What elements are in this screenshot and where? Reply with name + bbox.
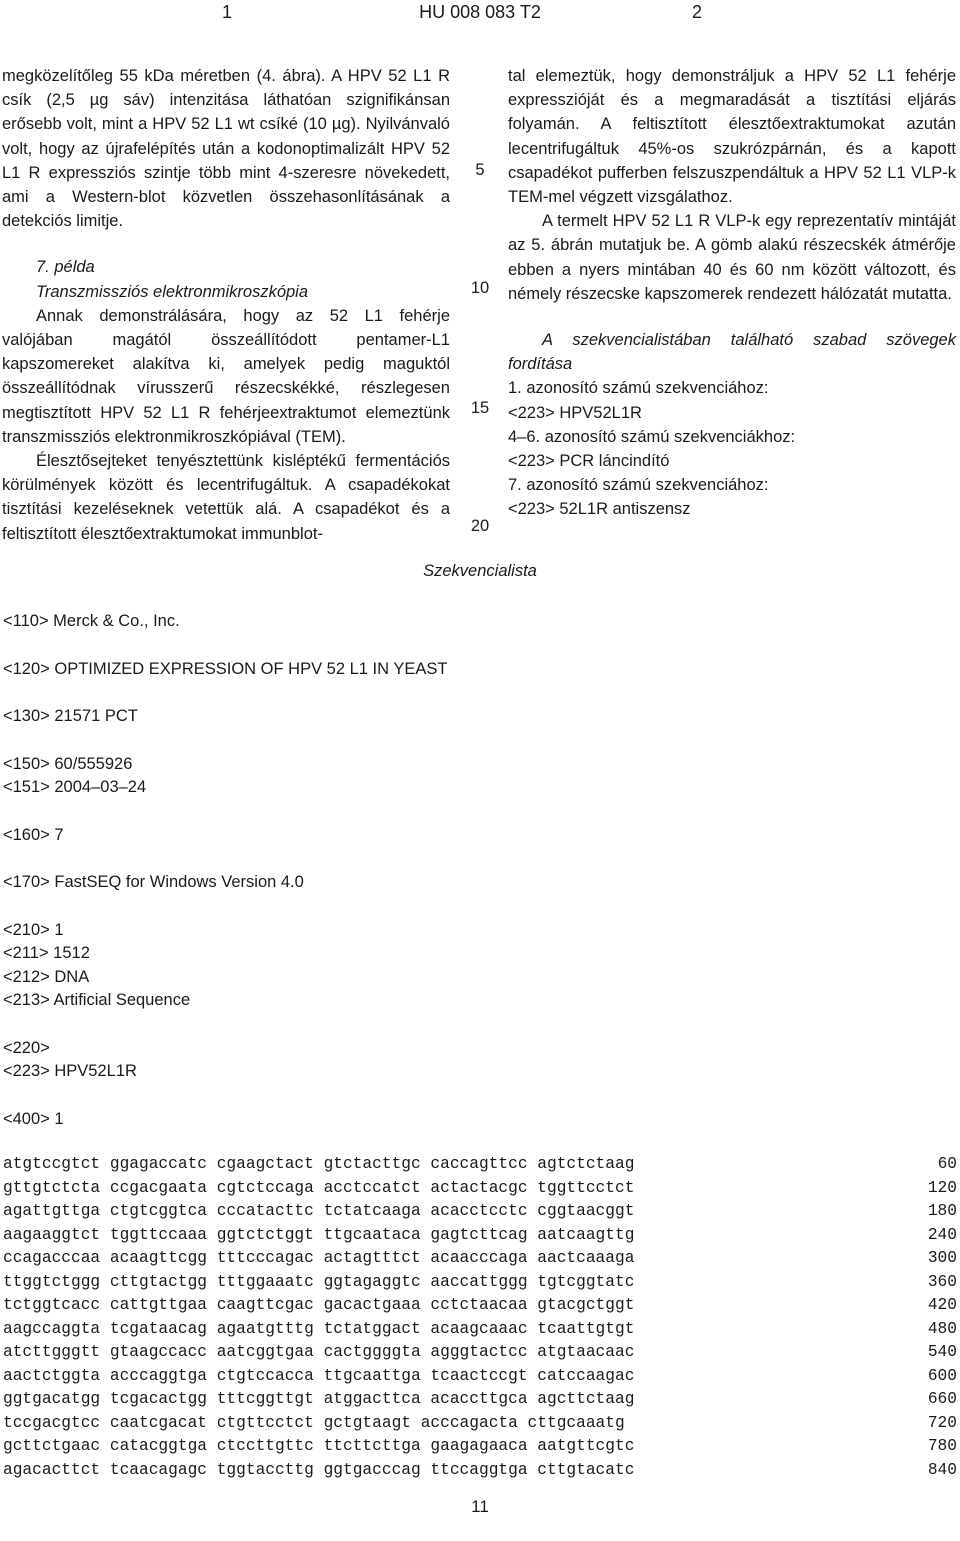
translation-line: <223> 52L1R antiszensz [508, 500, 691, 519]
page-number-left: 1 [222, 2, 233, 22]
sequence-row [3, 1435, 957, 1459]
sequence-meta-line: <211> 1512 [3, 944, 90, 962]
sequence-position: 660 [927, 1390, 957, 1408]
sequence-position: 420 [927, 1296, 957, 1314]
sequence-row [3, 1200, 957, 1224]
translation-line: <223> HPV52L1R [508, 403, 642, 422]
sequence-meta-line: <151> 2004–03–24 [3, 778, 147, 796]
page-number-footer: 11 [471, 1497, 489, 1516]
sequence-nucleotides: gcttctgaac catacggtga ctccttgttc ttcttcttga gaagagaaca aatgttcgtc [3, 1437, 635, 1455]
sequence-position: 360 [927, 1272, 957, 1291]
sequence-row [3, 1294, 957, 1318]
sequence-nucleotides: tctggtcacc cattgttgaa caagttcgac gacactgaaa cctctaacaa gtacgctggt [3, 1296, 635, 1314]
sequence-nucleotides: atgtccgtct ggagaccatc cgaagctact gtctacttgc caccagttcc agtctctaag [3, 1155, 635, 1173]
sequence-metadata [3, 610, 447, 1131]
sequence-position: 840 [927, 1460, 957, 1479]
right-paragraph-1: tal elemeztük, hogy demonstráljuk a HPV 52 L1 fehérje expresszióját és a megmaradását a tisztítási eljárás folyamán. A feltisztított élesztőextraktumokat azután lecentrifugáltuk 45%-os szukrózpárnán, és a kapott csapadékot pufferben felszuszpendáltuk a HPV 52 L1 VLP-k TEM-mel végzett vizsgálathoz. [508, 67, 956, 207]
sequence-nucleotides: gttgtctcta ccgacgaata cgtctccaga acctccatct actactacgc tggttcctct [3, 1178, 635, 1197]
sequence-nucleotides: agacacttct tcaacagagc tggtaccttg ggtgacccag ttccaggtga cttgtacatc [3, 1460, 635, 1479]
sequence-row [3, 1153, 957, 1177]
left-paragraph-2: Annak demonstrálására, hogy az 52 L1 fehérje valójában magától összeállítódott pentamer-L1 kapszomereket alakítva ki, amelyek pedig maguktól összeállítódnak vírusszerű részecskékké, részlegesen megtisztított HPV 52 L1 R fehérjeextraktumot elemeztünk transzmissziós elektronmikroszkópiával (TEM). [2, 306, 450, 446]
translation-line: 4–6. azonosító számú szekvenciákhoz: [508, 427, 796, 446]
sequence-meta-line: <160> 7 [3, 825, 64, 844]
line-number-10: 10 [470, 279, 490, 297]
sequence-position: 300 [927, 1249, 957, 1267]
right-paragraph-2: A termelt HPV 52 L1 R VLP-k egy reprezentatív mintáját az 5. ábrán mutatjuk be. A gömb alakú részecskék átmérője ebben a nyers mintában 40 és 60 nm között változott, és némely részecske kapszomerek rendezett hálózatát mutatta. [508, 212, 956, 303]
sequence-position: 120 [927, 1178, 957, 1197]
sequence-meta-line: <130> 21571 PCT [3, 707, 138, 725]
left-column [2, 64, 450, 546]
sequence-row [3, 1224, 957, 1248]
sequence-row [3, 1365, 957, 1389]
sequence-nucleotides: agattgttga ctgtcggtca cccatacttc tctatcaaga acacctcctc cggtaacggt [3, 1202, 635, 1220]
example-heading: 7. példa [36, 258, 95, 277]
sequence-position: 540 [927, 1343, 957, 1361]
sequence-meta-line: <400> 1 [3, 1109, 64, 1128]
sequence-position: 600 [927, 1366, 957, 1385]
sequence-nucleotides: tccgacgtcc caatcgacat ctgttcctct gctgtaagt acccagacta cttgcaaatg [3, 1413, 625, 1432]
line-number-5: 5 [475, 161, 485, 179]
sequence-meta-line: <150> 60/555926 [3, 754, 133, 773]
sequence-row [3, 1177, 957, 1201]
sequence-nucleotides: atcttgggtt gtaagccacc aatcggtgaa cactggggta agggtactcc atgtaacaac [3, 1343, 635, 1361]
sequence-nucleotides: aagaaggtct tggttccaaa ggtctctggt ttgcaataca gagtcttcag aatcaagttg [3, 1225, 635, 1244]
sequence-meta-line: <212> DNA [3, 967, 90, 986]
sequence-position: 780 [927, 1437, 957, 1455]
sequence-nucleotides: ccagacccaa acaagttcgg tttcccagac actagtttct acaacccaga aactcaaaga [3, 1249, 635, 1267]
translation-line: 1. azonosító számú szekvenciához: [508, 379, 769, 398]
translation-line: <223> PCR láncindító [508, 452, 670, 471]
sequence-position: 240 [927, 1225, 957, 1244]
sequence-row [3, 1318, 957, 1342]
page-number-right: 2 [692, 2, 703, 22]
sequence-meta-line: <220> [3, 1038, 50, 1057]
sequence-meta-line: <223> HPV52L1R [3, 1062, 137, 1080]
sequence-meta-line: <210> 1 [3, 920, 64, 939]
sequence-nucleotides: aagccaggta tcgataacag agaatgtttg tctatggact acaagcaaac tcaattgtgt [3, 1319, 635, 1338]
sequence-position: 180 [927, 1202, 957, 1220]
sequence-nucleotides: ggtgacatgg tcgacactgg tttcggttgt atggacttca acaccttgca agcttctaag [3, 1390, 635, 1408]
sequence-row [3, 1388, 957, 1412]
left-paragraph-1: megközelítőleg 55 kDa méretben (4. ábra). A HPV 52 L1 R csík (2,5 µg sáv) intenzitása láthatóan szignifikánsan erősebb volt, mint a HPV 52 L1 wt csíké (10 µg). Nyilvánvaló volt, hogy az újrafelépítés után a kodonoptimalizált HPV 52 L1 R expressziós szintje több mint 4-szeresre növekedett, ami a Western-blot közvetlen összehasonlításának a detekciós limitje. [2, 67, 450, 231]
example-subtitle: Transzmissziós elektronmikroszkópia [36, 282, 309, 301]
right-column [508, 64, 956, 522]
sequence-block [3, 1153, 957, 1482]
sequence-meta-line: <110> Merck & Co., Inc. [3, 612, 180, 630]
translation-heading: A szekvencialistában található szabad szövegek fordítása [508, 331, 956, 374]
patent-number: HU 008 083 T2 [419, 2, 541, 22]
line-number-15: 15 [470, 399, 490, 417]
sequence-row [3, 1459, 957, 1483]
sequence-position: 720 [927, 1413, 957, 1432]
sequence-row [3, 1271, 957, 1295]
translation-line: 7. azonosító számú szekvenciához: [508, 476, 769, 495]
sequence-position: 480 [927, 1319, 957, 1338]
line-number-20: 20 [470, 517, 490, 535]
sequence-nucleotides: aactctggta acccaggtga ctgtccacca ttgcaattga tcaactccgt catccaagac [3, 1366, 635, 1385]
sequence-row [3, 1412, 957, 1436]
left-paragraph-3: Élesztősejteket tenyésztettünk kisléptékű fermentációs körülmények között és lecentrifugáltuk. A csapadékokat tisztítási kezeléseknek vetettük alá. A csapadékot és a feltisztított élesztőextraktumokat immunblot- [2, 452, 450, 543]
sequence-meta-line: <213> Artificial Sequence [3, 991, 191, 1009]
sequence-row [3, 1247, 957, 1271]
sequence-position: 60 [937, 1155, 957, 1173]
sequence-listing-title: Szekvencialista [423, 562, 537, 580]
sequence-nucleotides: ttggtctggg cttgtactgg tttggaaatc ggtagaggtc aaccattggg tgtcggtatc [3, 1272, 635, 1291]
sequence-meta-line: <120> OPTIMIZED EXPRESSION OF HPV 52 L1 IN YEAST [3, 659, 448, 678]
sequence-row [3, 1341, 957, 1365]
sequence-meta-line: <170> FastSEQ for Windows Version 4.0 [3, 873, 304, 891]
translation-list [508, 376, 956, 521]
